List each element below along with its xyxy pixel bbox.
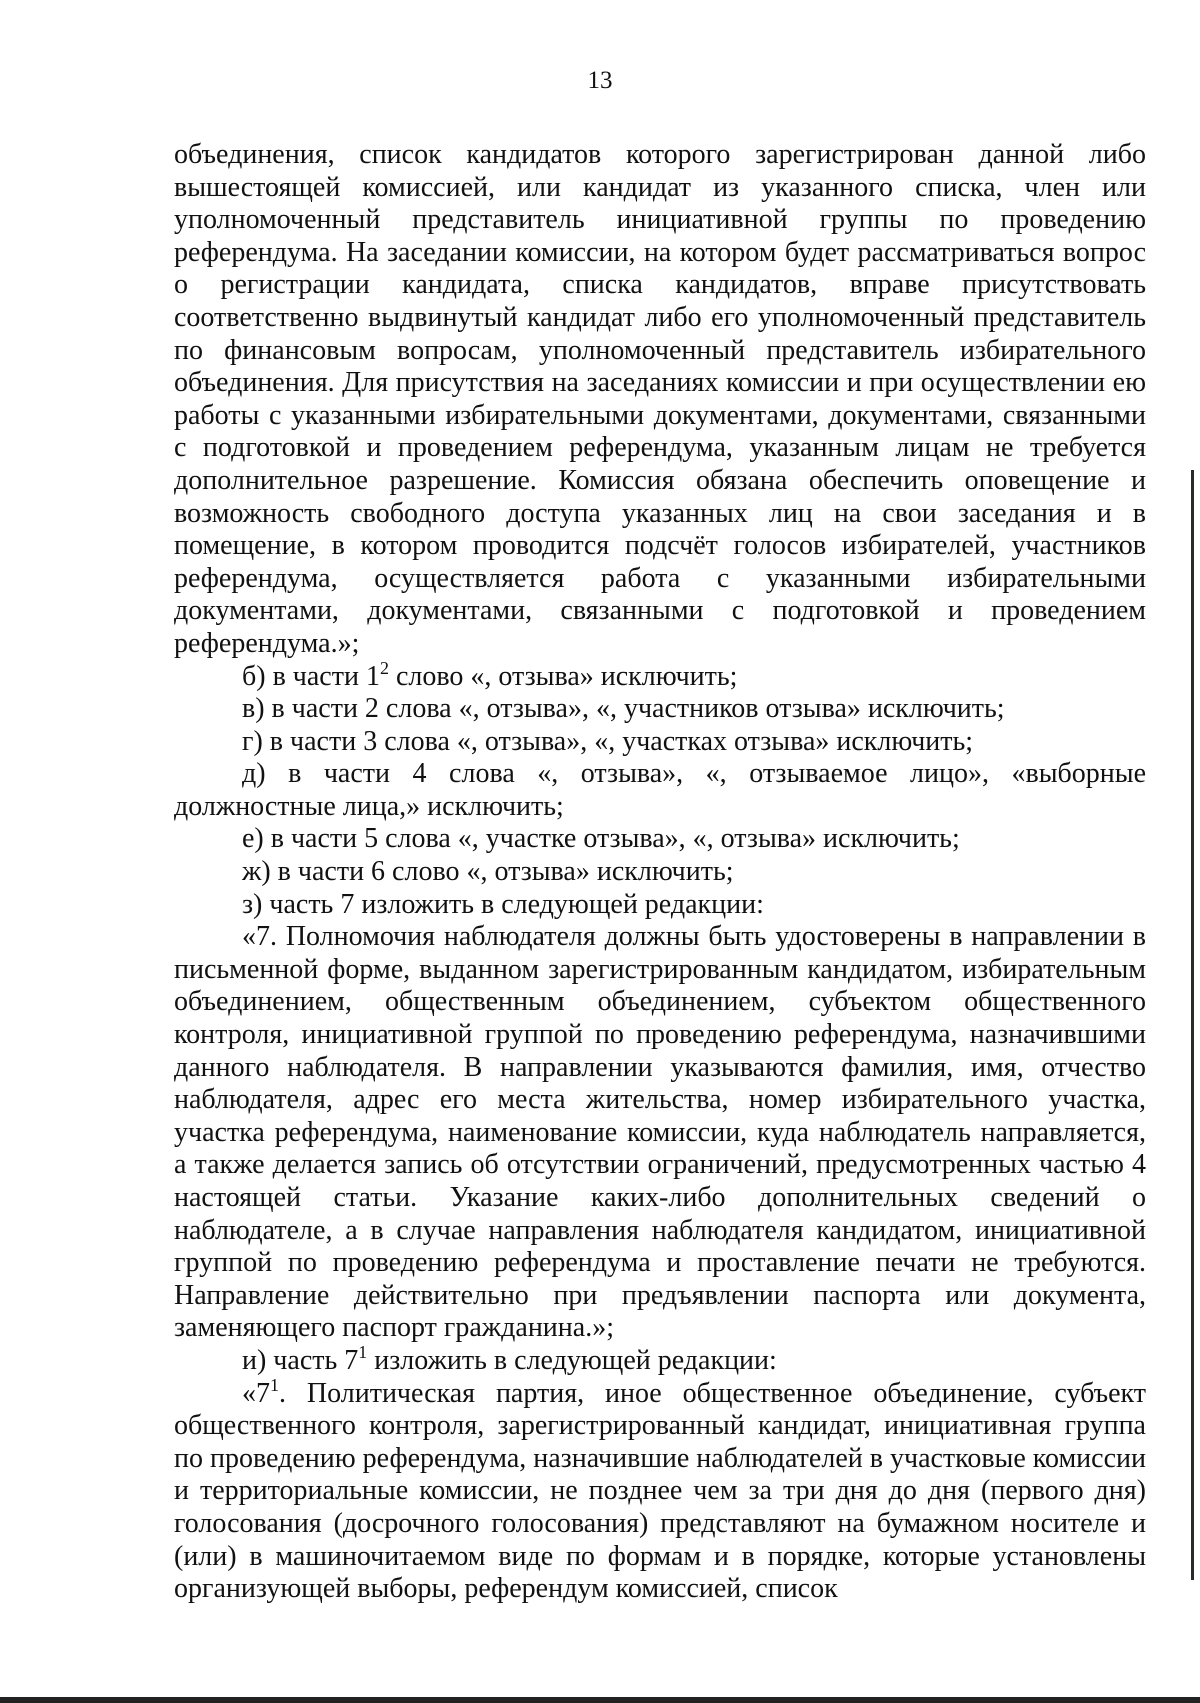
item-b-post: слово «, отзыва» исключить; [388, 660, 738, 692]
document-body [174, 139, 1146, 1606]
scan-edge-bottom [0, 1697, 1200, 1703]
part-7-1-sup: 1 [270, 1374, 279, 1395]
item-d: д) в части 4 слова «, отзыва», «, отзываемое лицо», «выборные должностные лица,» исключить; [174, 758, 1146, 822]
part-7-1-text [174, 1374, 1146, 1606]
part-7-1-pre: «7 [242, 1377, 270, 1409]
item-b [174, 657, 1146, 694]
item-b-pre: б) в части 1 [242, 660, 380, 692]
item-v: в) в части 2 слова «, отзыва», «, участников отзыва» исключить; [242, 693, 1005, 725]
item-i [174, 1341, 1146, 1378]
paragraph-continuation: объединения, список кандидатов которого зарегистрирован данной либо вышестоящей комиссией, или кандидат из указанного списка, член или уполномоченный представитель инициативной группы по проведению референдума. На заседании комиссии, на котором будет рассматриваться вопрос о регистрации кандидата, списка кандидатов, вправе присутствовать соответственно выдвинутый кандидат либо его уполномоченный представитель по финансовым вопросам, уполномоченный представитель избирательного объединения. Для присутствия на заседаниях комиссии и при осуществлении ею работы с указанными избирательными документами, документами, связанными с подготовкой и проведением референдума, указанным лицам не требуется дополнительное разрешение. Комиссия обязана обеспечить оповещение и возможность свободного доступа указанных лиц на свои заседания и в помещение, в котором проводится подсчёт голосов избирателей, участников референдума, осуществляется работа с указанными избирательными документами, документами, связанными с подготовкой и проведением референдума.»; [174, 139, 1146, 659]
scan-edge-right [1191, 470, 1194, 1580]
item-g: г) в части 3 слова «, отзыва», «, участках отзыва» исключить; [242, 725, 974, 757]
item-i-post: изложить в следующей редакции: [367, 1344, 777, 1376]
page-number: 13 [587, 67, 613, 94]
item-b-sup: 2 [379, 657, 389, 678]
item-i-pre: и) часть 7 [242, 1344, 359, 1376]
item-e: е) в части 5 слова «, участке отзыва», «, отзыва» исключить; [242, 823, 960, 855]
item-zh: ж) в части 6 слово «, отзыва» исключить; [242, 856, 734, 888]
item-z: з) часть 7 изложить в следующей редакции: [242, 888, 764, 920]
part-7-1-post: . Политическая партия, иное общественное объединение, субъект общественного контроля, зарегистрированный кандидат, инициативная группа по проведению референдума, назначившие наблюдателей в участковые комиссии и территориальные комиссии, не позднее чем за три дня до дня (первого дня) голосования (досрочного голосования) представляют на бумажном носителе и (или) в машиночитаемом виде по формам и в порядке, которые установлены организующей выборы, референдум комиссией, список [174, 1377, 1146, 1605]
item-i-sup: 1 [358, 1341, 368, 1362]
part-7-text: «7. Полномочия наблюдателя должны быть удостоверены в направлении в письменной форме, выданном зарегистрированным кандидатом, избирательным объединением, общественным объединением, субъектом общественного контроля, инициативной группой по проведению референдума, назначившими данного наблюдателя. В направлении указываются фамилия, имя, отчество наблюдателя, адрес его места жительства, номер избирательного участка, участка референдума, наименование комиссии, куда наблюдатель направляется, а также делается запись об отсутствии ограничений, предусмотренных частью 4 настоящей статьи. Указание каких-либо дополнительных сведений о наблюдателе, а в случае направления наблюдателя кандидатом, инициативной группой по проведению референдума и проставление печати не требуются. Направление действительно при предъявлении паспорта или документа, заменяющего паспорт гражданина.»; [174, 921, 1146, 1344]
